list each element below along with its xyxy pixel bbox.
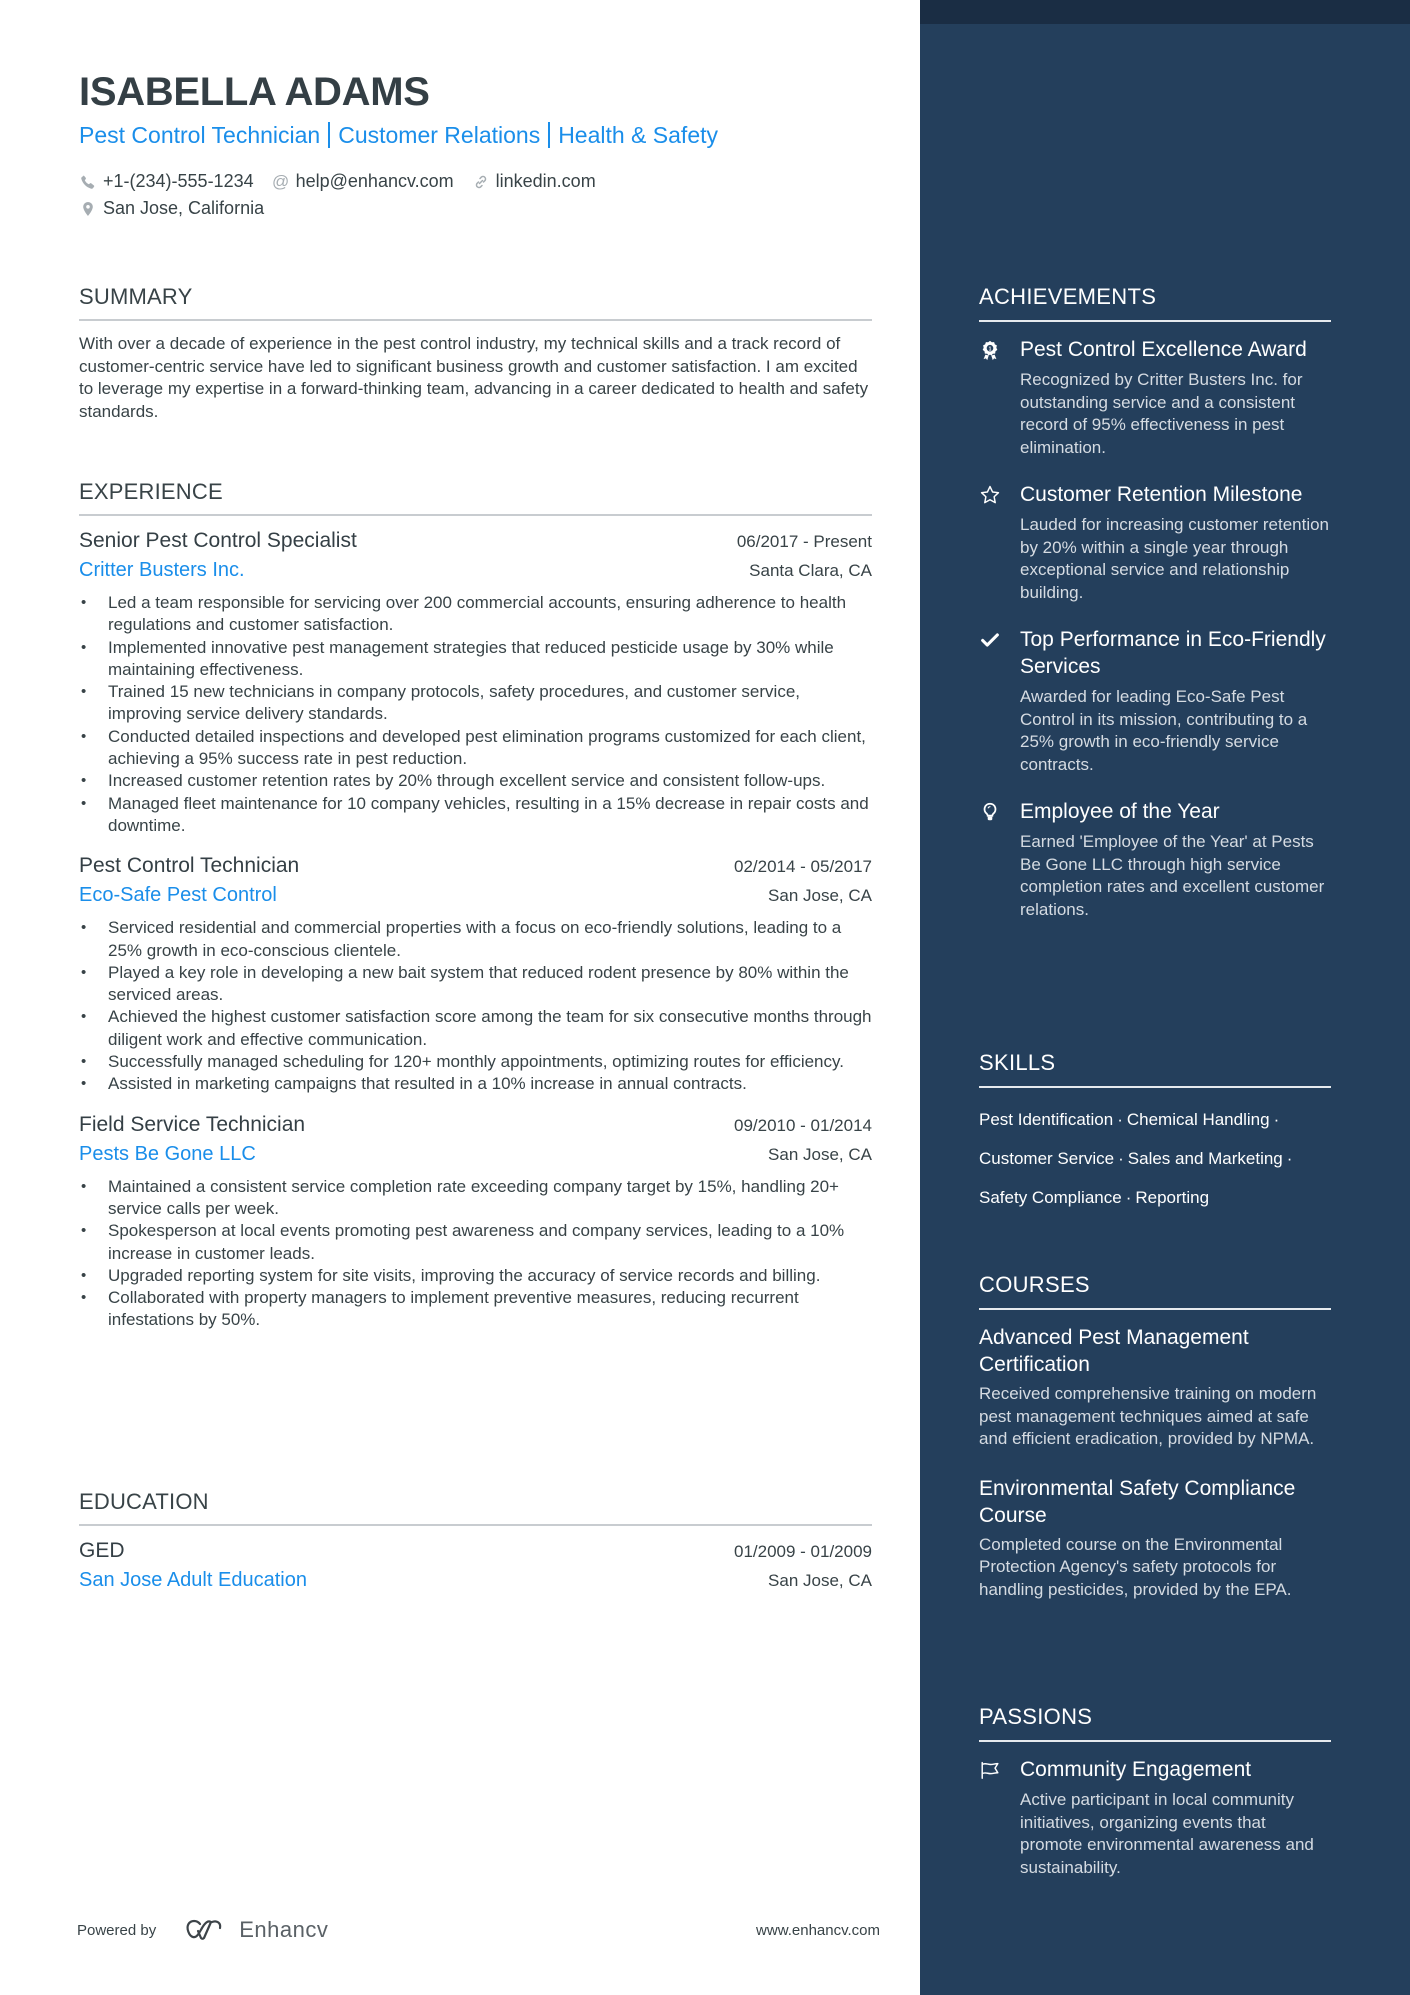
- job-bullets: [79, 592, 872, 837]
- phone-icon: [79, 173, 97, 191]
- course-desc: Completed course on the Environmental Protection Agency's safety protocols for handling pesticides, provided by the EPA.: [979, 1534, 1292, 1599]
- contact-info: [79, 168, 614, 222]
- skills-list: Pest Identification · Chemical Handling · Customer Service · Sales and Marketing · Safety Compliance · Reporting: [979, 1110, 1293, 1207]
- achievement-desc: Awarded for leading Eco-Safe Pest Control in its mission, contributing to a 25% growth in eco-friendly service contracts.: [1020, 687, 1308, 774]
- course-title: Environmental Safety Compliance Course: [979, 1476, 1296, 1527]
- bullet-item: • Maintained a consistent service completion rate exceeding company target by 15%, handling 20+ service calls per week.: [79, 1176, 872, 1221]
- location-text: San Jose, California: [103, 198, 265, 218]
- section-divider: [79, 1524, 872, 1526]
- achievement-desc: Recognized by Critter Busters Inc. for outstanding service and a consistent record of 95% effectiveness in pest elimination.: [1020, 370, 1303, 457]
- job-company: Eco-Safe Pest Control: [79, 884, 277, 907]
- job-location: San Jose, CA: [768, 886, 872, 906]
- job-dates: 02/2014 - 05/2017: [733, 857, 872, 877]
- svg-text:1: 1: [988, 346, 992, 353]
- job-dates: 06/2017 - Present: [736, 532, 872, 551]
- job-entry: [79, 1113, 872, 1332]
- location-pin-icon: [79, 200, 97, 218]
- job-bullets: [79, 917, 872, 1095]
- education-dates: 01/2009 - 01/2009: [733, 1542, 872, 1561]
- checkmark-icon: [979, 626, 1020, 776]
- lightbulb-icon: [979, 798, 1020, 921]
- job-entry: [79, 529, 872, 837]
- bullet-item: • Led a team responsible for servicing over 200 commercial accounts, ensuring adherence to health regulations and customer satisfaction.: [79, 592, 872, 637]
- star-icon: [979, 481, 1020, 604]
- linkedin-url: linkedin.com: [495, 171, 596, 191]
- section-title: SUMMARY: [79, 284, 193, 309]
- email-address: help@enhancv.com: [295, 171, 454, 191]
- bullet-item: • Upgraded reporting system for site visits, improving the accuracy of service records and billing.: [79, 1265, 872, 1287]
- headline-item: Customer Relations: [338, 122, 541, 148]
- achievement-title: Top Performance in Eco-Friendly Services: [1020, 628, 1326, 678]
- section-divider: [979, 1086, 1331, 1088]
- achievement-item: [979, 336, 1331, 459]
- achievement-item: [979, 798, 1331, 921]
- job-role: Senior Pest Control Specialist: [79, 529, 357, 552]
- job-dates: 09/2010 - 01/2014: [733, 1115, 872, 1135]
- passion-desc: Active participant in local community initiatives, organizing events that promote environmental awareness and sustainability.: [1020, 1790, 1314, 1877]
- achievement-title: Pest Control Excellence Award: [1020, 338, 1307, 361]
- bullet-item: • Implemented innovative pest management strategies that reduced pesticide usage by 30% while maintaining effectiveness.: [79, 637, 872, 682]
- brand-name: Enhancv: [239, 1917, 329, 1942]
- section-title: ACHIEVEMENTS: [979, 284, 1157, 309]
- section-title: SKILLS: [979, 1050, 1056, 1075]
- skill-item: Safety Compliance: [979, 1188, 1122, 1207]
- section-divider: [979, 1308, 1331, 1310]
- achievement-item: [979, 481, 1331, 604]
- job-company: Pests Be Gone LLC: [79, 1142, 256, 1165]
- section-divider: [979, 320, 1331, 322]
- achievement-desc: Lauded for increasing customer retention by 20% within a single year through exceptional service and relationship building.: [1020, 515, 1330, 602]
- job-bullets: [79, 1176, 872, 1332]
- education-entry: [79, 1539, 872, 1602]
- course-desc: Received comprehensive training on modern pest management techniques aimed at safe and efficient eradication, provided by NPMA.: [979, 1384, 1317, 1448]
- achievement-item: [979, 626, 1331, 776]
- job-company: Critter Busters Inc.: [79, 559, 245, 581]
- bullet-item: • Successfully managed scheduling for 120+ monthly appointments, optimizing routes for efficiency.: [79, 1051, 872, 1073]
- candidate-name: ISABELLA ADAMS: [79, 70, 430, 114]
- passions-section: [979, 1704, 1331, 1879]
- summary-text: With over a decade of experience in the pest control industry, my technical skills and a track record of customer-centric service have led to significant business growth and customer satisfaction. I am excited to leverage my expertise in a forward-thinking team, advancing in a career dedicated to health and safety standards.: [79, 334, 869, 421]
- bullet-item: • Played a key role in developing a new bait system that reduced rodent presence by 80% within the serviced areas.: [79, 962, 872, 1007]
- skill-item: Pest Identification: [979, 1110, 1114, 1129]
- passion-item: [979, 1756, 1331, 1879]
- section-title: EDUCATION: [79, 1489, 209, 1514]
- job-location: San Jose, CA: [768, 1144, 872, 1164]
- bullet-item: • Assisted in marketing campaigns that resulted in a 10% increase in annual contracts.: [79, 1073, 872, 1095]
- section-divider: [79, 514, 872, 516]
- achievement-desc: Earned 'Employee of the Year' at Pests Be Gone LLC through high service completion rates and excellent customer relations.: [1020, 832, 1325, 919]
- section-divider: [979, 1740, 1331, 1742]
- course-item: [979, 1324, 1331, 1451]
- achievement-title: Customer Retention Milestone: [1020, 483, 1303, 506]
- section-divider: [79, 319, 872, 321]
- skill-item: Chemical Handling: [1126, 1110, 1270, 1129]
- sidebar-top-strip: [920, 0, 1410, 24]
- contact-location: [79, 198, 264, 219]
- section-title: PASSIONS: [979, 1704, 1093, 1729]
- skill-item: Customer Service: [979, 1149, 1115, 1168]
- job-entry: [79, 854, 872, 1095]
- bullet-item: • Trained 15 new technicians in company protocols, safety procedures, and customer service, improving service delivery standards.: [79, 681, 872, 726]
- bullet-item: • Managed fleet maintenance for 10 company vehicles, resulting in a 15% decrease in repair costs and downtime.: [79, 793, 872, 838]
- headline-item: Health & Safety: [558, 122, 718, 148]
- courses-section: [979, 1272, 1331, 1601]
- education-section: [79, 1489, 872, 1602]
- sidebar: [920, 0, 1410, 1995]
- skill-item: Sales and Marketing: [1127, 1149, 1283, 1168]
- powered-by: [77, 1917, 328, 1943]
- bullet-item: • Achieved the highest customer satisfaction score among the team for six consecutive months through diligent work and effective communication.: [79, 1006, 872, 1051]
- footer: [77, 1915, 880, 1945]
- website-link[interactable]: www.enhancv.com: [756, 1921, 880, 1939]
- link-icon: [472, 173, 490, 191]
- degree: GED: [79, 1539, 125, 1562]
- school-name: San Jose Adult Education: [79, 1569, 307, 1591]
- phone-number: +1-(234)-555-1234: [103, 171, 254, 191]
- bullet-item: • Serviced residential and commercial properties with a focus on eco-friendly solutions, leading to a 25% growth in eco-conscious clientele.: [79, 917, 872, 962]
- achievements-section: [979, 284, 1331, 921]
- passion-title: Community Engagement: [1020, 1758, 1252, 1781]
- school-location: San Jose, CA: [768, 1571, 872, 1590]
- summary-section: [79, 284, 872, 423]
- section-title: EXPERIENCE: [79, 479, 223, 504]
- bullet-item: • Collaborated with property managers to implement preventive measures, reducing recurrent infestations by 50%.: [79, 1287, 872, 1332]
- achievement-title: Employee of the Year: [1020, 800, 1220, 823]
- bullet-item: • Conducted detailed inspections and developed pest elimination programs customized for each client, achieving a 95% success rate in pest reduction.: [79, 726, 872, 771]
- skill-item: Reporting: [1135, 1188, 1210, 1207]
- section-title: COURSES: [979, 1272, 1090, 1297]
- at-icon: @: [271, 171, 290, 191]
- flag-icon: [979, 1756, 1020, 1879]
- headline-divider: [548, 122, 550, 148]
- job-location: Santa Clara, CA: [749, 561, 872, 580]
- job-role: Pest Control Technician: [79, 854, 300, 878]
- course-title: Advanced Pest Management Certification: [979, 1326, 1249, 1376]
- contact-phone[interactable]: [79, 171, 254, 192]
- enhancv-logo[interactable]: [183, 1917, 328, 1943]
- skills-section: [979, 1050, 1331, 1217]
- powered-by-label: Powered by: [77, 1921, 157, 1939]
- bullet-item: • Increased customer retention rates by 20% through excellent service and consistent follow-ups.: [79, 770, 872, 792]
- headline: [79, 122, 718, 149]
- experience-section: [79, 479, 872, 1332]
- enhancv-logo-icon: [183, 1917, 229, 1943]
- bullet-item: • Spokesperson at local events promoting pest awareness and company services, leading to a 10% increase in customer leads.: [79, 1220, 872, 1265]
- job-role: Field Service Technician: [79, 1112, 306, 1136]
- award-ribbon-icon: [979, 336, 1020, 459]
- headline-item: Pest Control Technician: [79, 122, 321, 148]
- headline-divider: [328, 122, 330, 148]
- contact-link[interactable]: [472, 171, 596, 192]
- contact-email[interactable]: [272, 171, 454, 192]
- course-item: [979, 1475, 1331, 1602]
